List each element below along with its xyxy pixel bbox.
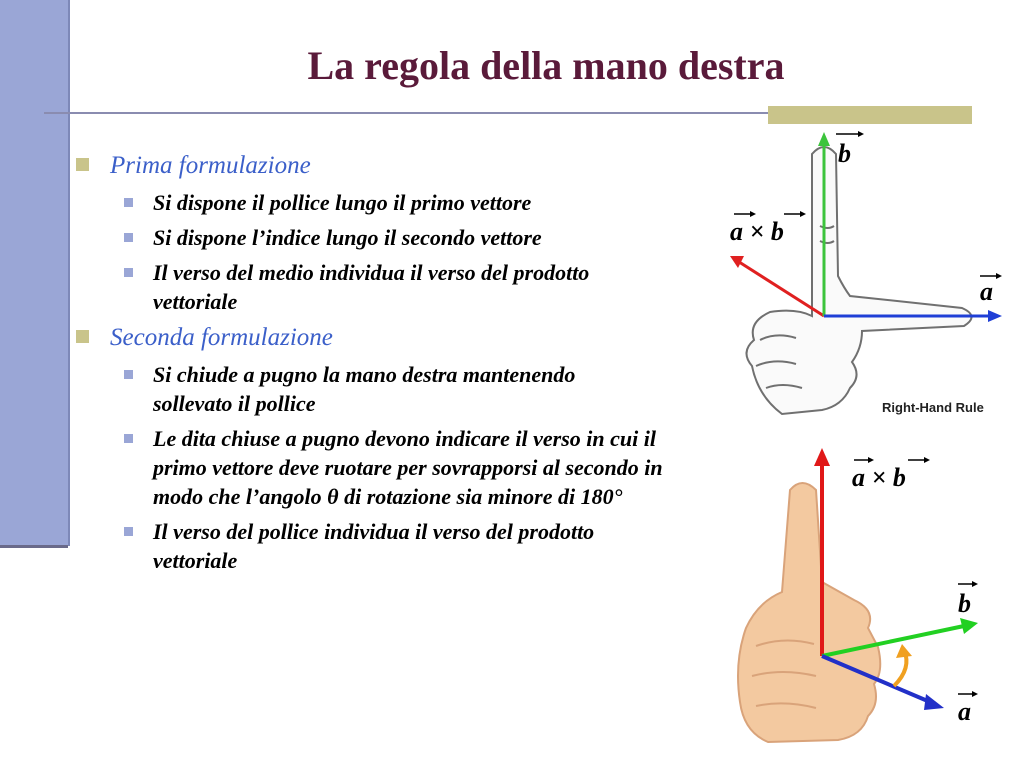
bullet-square-icon [124,233,133,242]
list-item-text: Le dita chiuse a pugno devono indicare il verso in cui il primo vettore deve ruotare per sovrapporsi al secondo in modo che l’angolo θ di rotazione sia minore di 180° [153,426,663,509]
vector-axb-label: a × b [852,463,906,492]
bullet-square-icon [124,434,133,443]
list-item [74,188,714,217]
figure-caption: Right-Hand Rule [882,400,984,415]
bullet-square-icon [124,370,133,379]
section-heading [74,322,714,354]
vector-axb-label: a × b [730,217,784,246]
list-item-text: Si chiude a pugno la mano destra mantenendo sollevato il pollice [153,362,576,416]
bullet-square-icon [124,198,133,207]
list-item [74,258,714,316]
section-heading [74,150,714,182]
vector-b-label: b [838,139,851,168]
list-item-text: Si dispone il pollice lungo il primo vettore [153,190,532,215]
vector-a-label: a [980,277,993,306]
list-item [74,424,714,511]
bullet-square-icon [76,330,89,343]
bullet-square-icon [124,268,133,277]
vector-a-label: a [958,697,971,726]
section-heading-text: Prima formulazione [110,152,311,179]
list-item [74,223,714,252]
bullet-square-icon [124,527,133,536]
slide-title: La regola della mano destra [307,43,785,88]
title-divider-accent [768,106,972,124]
section-heading-text: Seconda formulazione [110,324,333,351]
slide-content [74,150,714,581]
right-hand-rule-figure [712,126,1012,421]
list-item-text: Si dispone l’indice lungo il secondo vettore [153,225,542,250]
left-accent-bar-edge [0,545,68,548]
bullet-square-icon [76,158,89,171]
left-accent-bar [0,0,70,546]
list-item-text: Il verso del pollice individua il verso del prodotto vettoriale [153,519,595,573]
thumb-rule-figure [698,432,1014,754]
vector-b-label: b [958,589,971,618]
list-item [74,360,714,418]
list-item [74,517,714,575]
list-item-text: Il verso del medio individua il verso del prodotto vettoriale [153,260,590,314]
